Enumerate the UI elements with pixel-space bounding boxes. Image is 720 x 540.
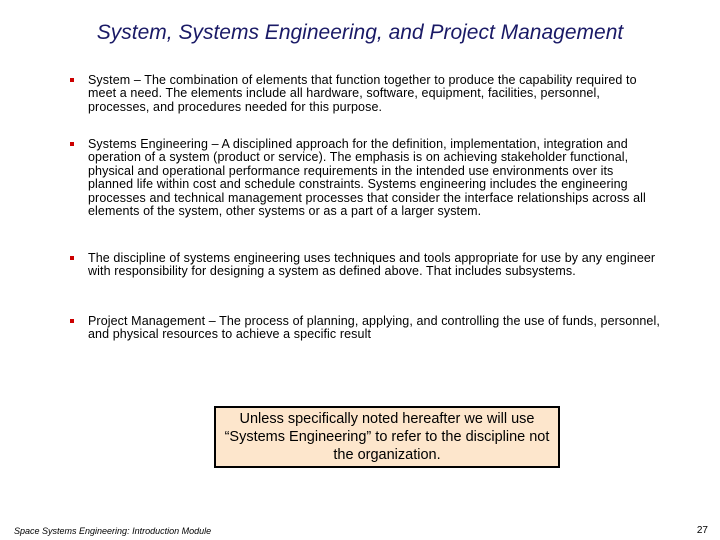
bullet-text: Project Management – The process of planning, applying, and controlling the use of funds, personnel, and physical resources to achieve a specific result bbox=[88, 314, 660, 342]
note-text: Unless specifically noted hereafter we will use “Systems Engineering” to refer to the discipline not the organization. bbox=[224, 411, 550, 463]
footer-course-title: Space Systems Engineering: Introduction Module bbox=[14, 526, 212, 536]
bullet-text: Systems Engineering – A disciplined approach for the definition, implementation, integration and operation of a system (product or service). The emphasis is on achieving stakeholder functional, physical and operational performance requirements in the intended use environments over its planned life within cost and schedule constraints. Systems engineering includes the engineering processes and technical management processes that consider the interface relationships across all elements of the system, other systems or as a part of a larger system. bbox=[88, 137, 646, 219]
bullet-text: The discipline of systems engineering uses techniques and tools appropriate for use by any engineer with responsibility for designing a system as defined above. That includes subsystems. bbox=[88, 251, 656, 279]
note-box bbox=[214, 406, 560, 468]
bullet-marker bbox=[70, 78, 74, 82]
bullet-marker bbox=[70, 319, 74, 323]
bullet-marker bbox=[70, 256, 74, 260]
bullet-text: System – The combination of elements that function together to produce the capability required to meet a need. The elements include all hardware, software, equipment, facilities, personnel, processes, and procedures needed for this purpose. bbox=[88, 73, 637, 114]
bullet-marker bbox=[70, 142, 74, 146]
page-number: 27 bbox=[696, 525, 708, 536]
slide-title: System, Systems Engineering, and Project Management bbox=[96, 21, 624, 44]
